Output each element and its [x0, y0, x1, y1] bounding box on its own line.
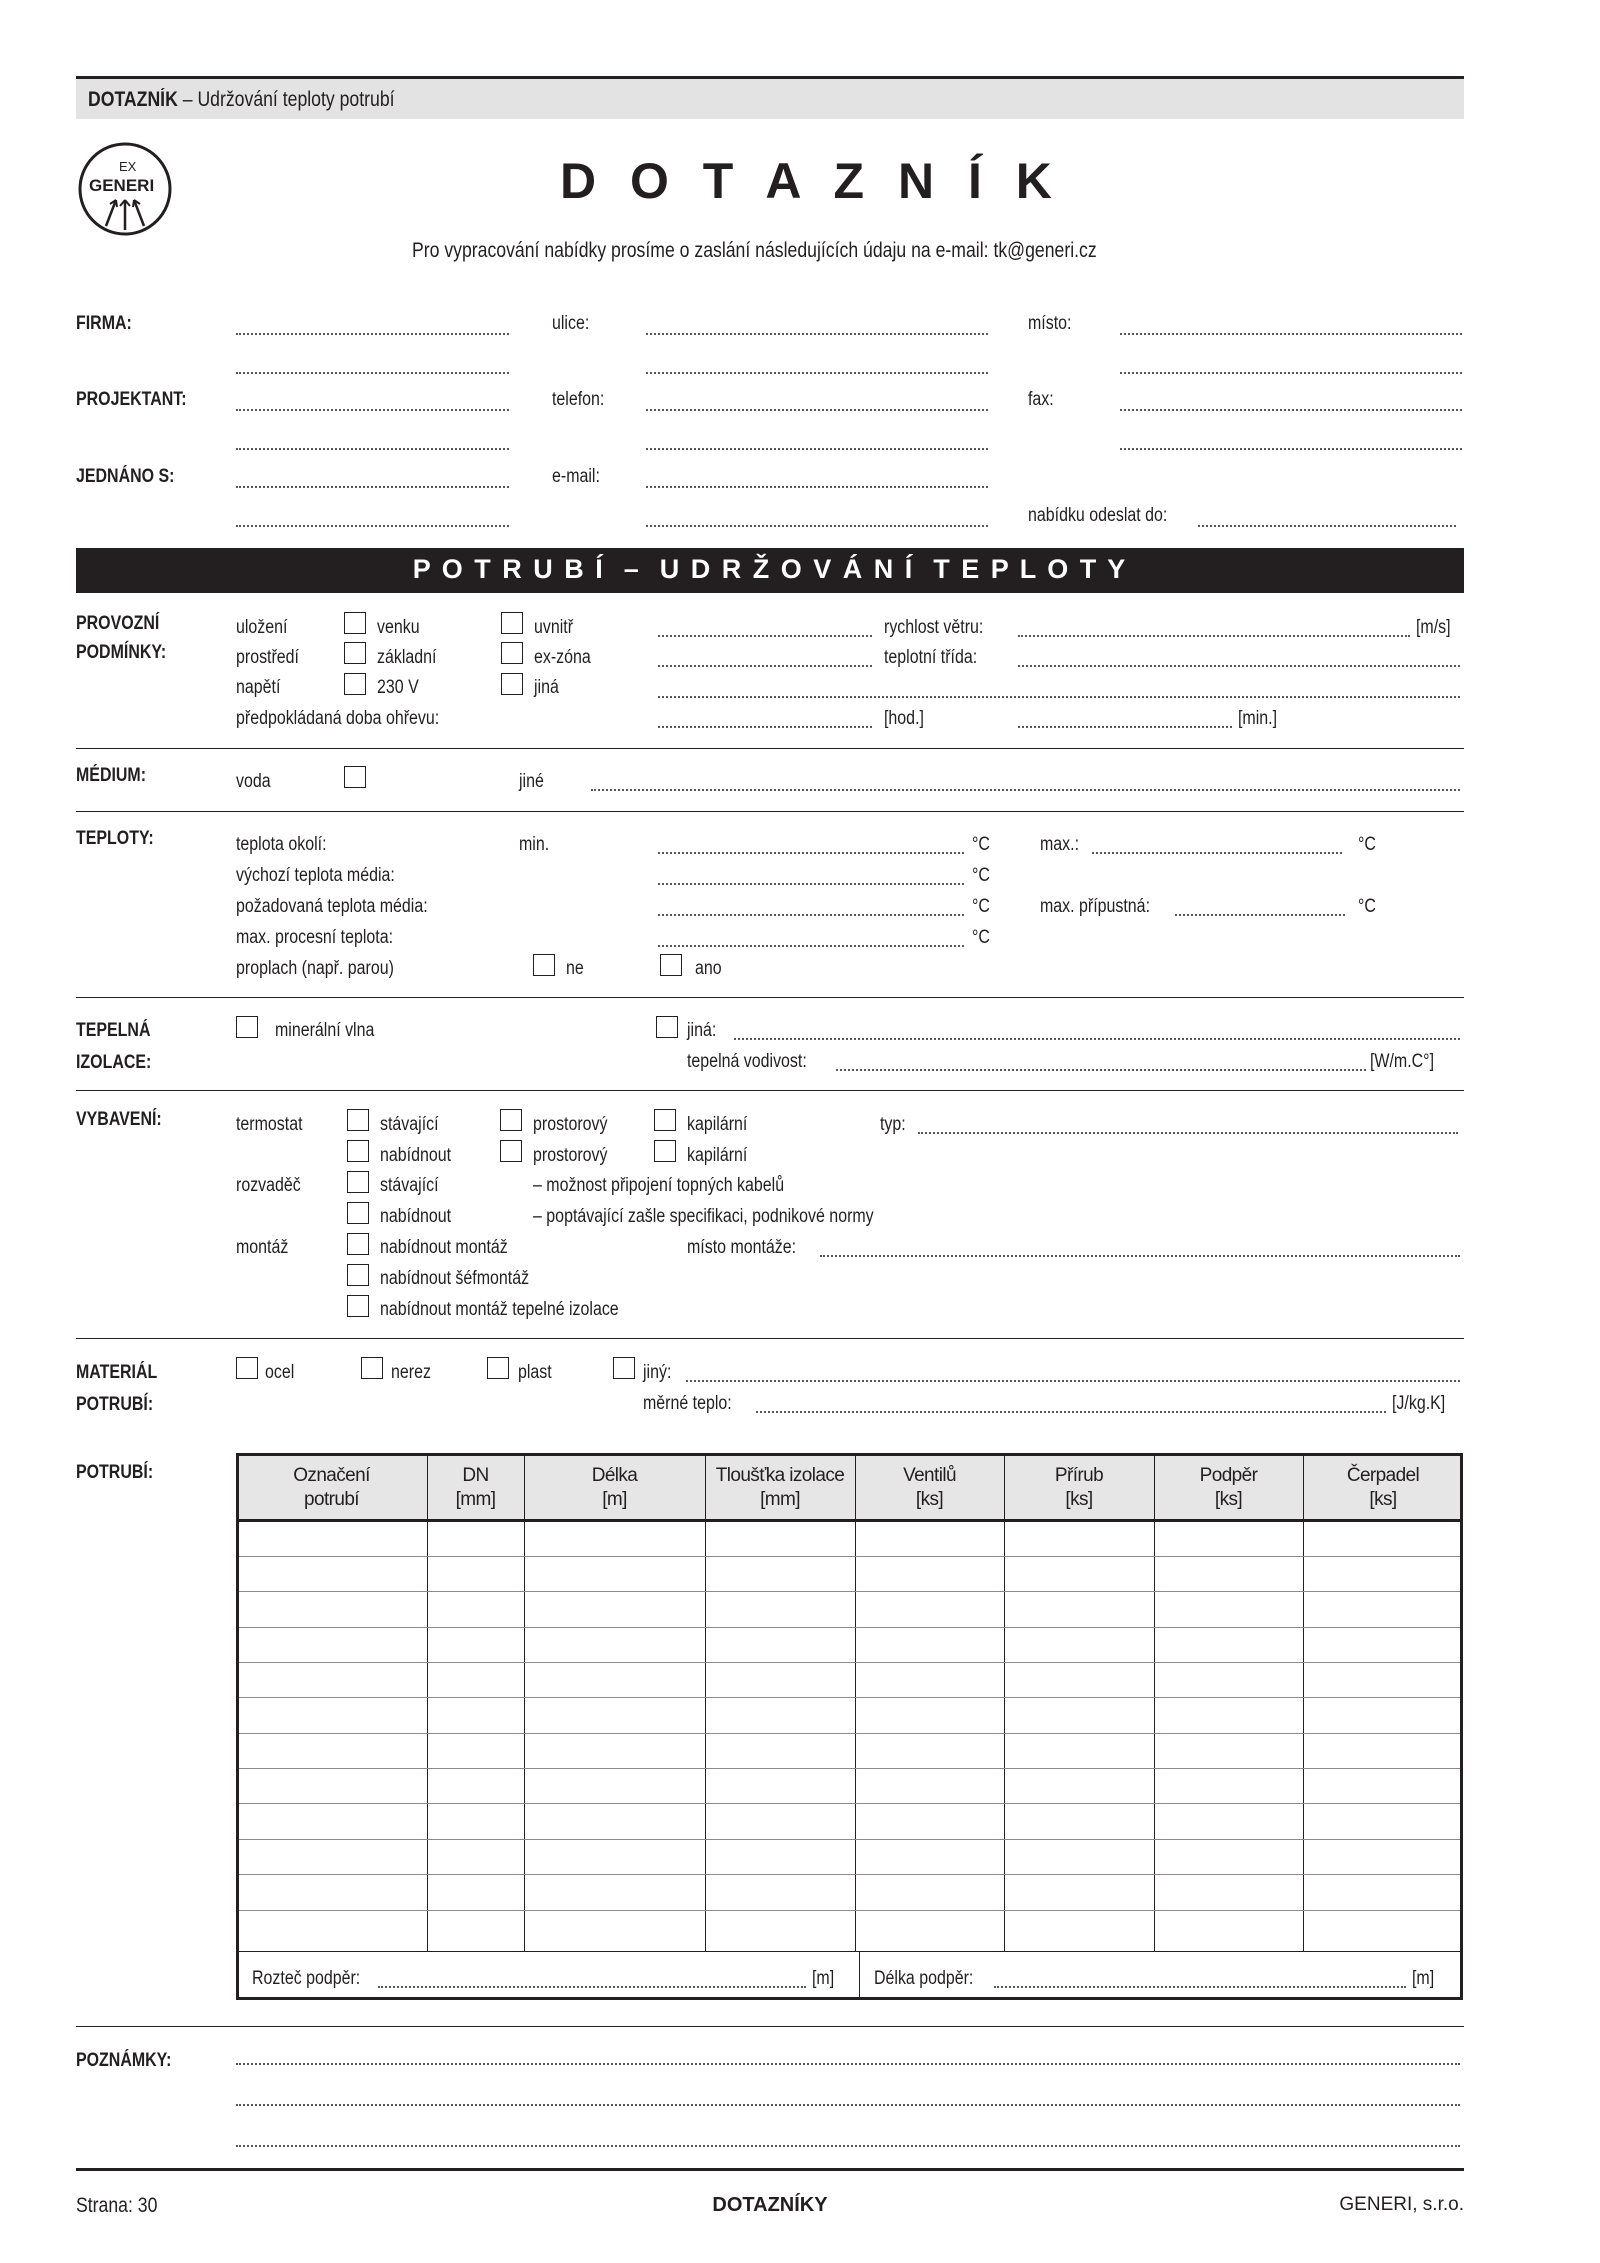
checkbox-venku[interactable]	[344, 612, 366, 634]
pipe-table-cell[interactable]	[238, 1735, 425, 1766]
venku-field[interactable]	[658, 635, 872, 637]
pipe-table-header-cell: Tloušťka izolace [mm]	[715, 1465, 845, 1510]
pipe-table-header-cell: Délka [m]	[591, 1465, 638, 1510]
generi-logo	[76, 140, 174, 238]
divider-4	[76, 1090, 1464, 1091]
label-rozvadec-nabidnout: nabídnout	[380, 1206, 452, 1227]
jednano-field-1[interactable]	[236, 486, 509, 488]
label-jednano: JEDNÁNO S:	[76, 466, 175, 487]
pipe-table-cell[interactable]	[857, 1593, 1002, 1625]
checkbox-prostorovy-1[interactable]	[500, 1109, 522, 1131]
pipe-table-col-divider	[1004, 1453, 1005, 1951]
checkbox-ocel[interactable]	[236, 1357, 258, 1379]
pipe-table-cell[interactable]	[1156, 1912, 1301, 1949]
label-teplota-max: max.:	[1040, 834, 1080, 855]
pipe-table-cell[interactable]	[857, 1912, 1002, 1949]
label-medium: MÉDIUM:	[76, 765, 147, 786]
pipe-table-cell[interactable]	[238, 1876, 425, 1908]
pipe-table-cell[interactable]	[429, 1876, 522, 1908]
pipe-table-cell[interactable]	[526, 1805, 703, 1837]
checkbox-montaz-izolace[interactable]	[347, 1295, 369, 1317]
rozstec-field[interactable]	[378, 1986, 806, 1988]
pipe-table-cell[interactable]	[1006, 1699, 1152, 1731]
pipe-table-cell[interactable]	[526, 1876, 703, 1908]
okoli-field[interactable]	[658, 852, 964, 854]
divider-1	[76, 748, 1464, 749]
pipe-table-cell[interactable]	[429, 1699, 522, 1731]
label-rozvadec: rozvaděč	[236, 1175, 301, 1196]
pipe-table-cell[interactable]	[526, 1770, 703, 1801]
label-material-jiny: jiný:	[643, 1362, 672, 1383]
checkbox-material-jiny[interactable]	[613, 1357, 635, 1379]
misto-field-1[interactable]	[1120, 333, 1462, 335]
jednano-field-2[interactable]	[236, 525, 509, 527]
pipe-table-cell[interactable]	[238, 1805, 425, 1837]
pipe-table-cell[interactable]	[1156, 1805, 1301, 1837]
fax-field-1[interactable]	[1120, 409, 1462, 411]
logo-text-ex: EX	[119, 159, 137, 174]
pipe-table-cell[interactable]	[707, 1876, 853, 1908]
pipe-table-cell[interactable]	[1305, 1841, 1461, 1872]
pipe-table-cell[interactable]	[526, 1841, 703, 1872]
pipe-table-cell[interactable]	[1305, 1593, 1461, 1625]
header-title: DOTAZNÍK – Udržování teploty potrubí	[88, 88, 395, 111]
label-fax: fax:	[1028, 389, 1054, 410]
firma-field-2[interactable]	[236, 372, 509, 374]
pipe-table-cell[interactable]	[1006, 1521, 1152, 1554]
pipe-table-cell[interactable]	[238, 1699, 425, 1731]
pipe-table-cell[interactable]	[238, 1841, 425, 1872]
pipe-table-cell[interactable]	[238, 1912, 425, 1949]
vodivost-unit: [W/m.C°]	[1370, 1051, 1435, 1072]
pipe-table-cell[interactable]	[1006, 1841, 1152, 1872]
checkbox-termostat-nabidnout[interactable]	[347, 1140, 369, 1162]
checkbox-proplach-ano[interactable]	[660, 954, 682, 976]
doba-hod-field[interactable]	[658, 726, 872, 728]
pipe-table-cell[interactable]	[1305, 1735, 1461, 1766]
pipe-table-cell[interactable]	[857, 1770, 1002, 1801]
pipe-table-cell[interactable]	[429, 1629, 522, 1660]
pipe-table-cell[interactable]	[1305, 1912, 1461, 1949]
footer-center: DOTAZNÍKY	[712, 2194, 828, 2216]
label-moznost: – možnost připojení topných kabelů	[533, 1175, 785, 1196]
pipe-table-cell[interactable]	[1305, 1699, 1461, 1731]
label-jina-napeti: jiná	[534, 677, 559, 698]
pipe-table-cell[interactable]	[1305, 1805, 1461, 1837]
checkbox-voda[interactable]	[344, 766, 366, 788]
misto-montaze-field[interactable]	[820, 1255, 1460, 1257]
max-pripustna-field[interactable]	[1175, 914, 1345, 916]
label-rychlost: rychlost větru:	[884, 617, 984, 638]
label-min-unit: [min.]	[1238, 708, 1278, 729]
pipe-table-header-cell: Čerpadel [ks]	[1346, 1465, 1420, 1510]
telefon-field-1[interactable]	[646, 409, 988, 411]
pipe-table-row-line	[239, 1803, 1460, 1804]
pipe-table-cell[interactable]	[1305, 1629, 1461, 1660]
label-nerez: nerez	[391, 1362, 431, 1383]
pipe-table-cell[interactable]	[1006, 1593, 1152, 1625]
label-230v: 230 V	[377, 677, 419, 698]
merne-unit: [J/kg.K]	[1392, 1393, 1446, 1414]
firma-field-1[interactable]	[236, 333, 509, 335]
pipe-table-cell[interactable]	[526, 1593, 703, 1625]
checkbox-mineralni[interactable]	[236, 1016, 258, 1038]
pipe-table-cell[interactable]	[1156, 1841, 1301, 1872]
label-material: MATERIÁL POTRUBÍ:	[76, 1362, 158, 1415]
pipe-table-cell[interactable]	[1156, 1521, 1301, 1554]
label-zakladni: základní	[377, 647, 437, 668]
pipe-table-cell[interactable]	[1156, 1629, 1301, 1660]
pipe-table-cell[interactable]	[429, 1770, 522, 1801]
pipe-table-cell[interactable]	[707, 1521, 853, 1554]
delka-podper-unit: [m]	[1412, 1968, 1435, 1989]
pipe-table-cell[interactable]	[238, 1521, 425, 1554]
pipe-table-col-divider	[524, 1453, 525, 1951]
label-merne: měrné teplo:	[643, 1393, 732, 1414]
pipe-table-cell[interactable]	[857, 1521, 1002, 1554]
deg-1: °C	[972, 834, 990, 855]
footer-page: Strana: 30	[76, 2194, 158, 2217]
pipe-table-cell[interactable]	[1006, 1629, 1152, 1660]
pipe-table-col-divider	[1303, 1453, 1304, 1951]
email-field-1[interactable]	[646, 486, 988, 488]
pipe-table-row-line	[239, 1839, 1460, 1840]
pipe-table-cell[interactable]	[1006, 1770, 1152, 1801]
pipe-table-cell[interactable]	[526, 1912, 703, 1949]
label-vybaveni: VYBAVENÍ:	[76, 1109, 162, 1130]
pipe-table-cell[interactable]	[429, 1593, 522, 1625]
pipe-table-header-cell: Označení potrubí	[293, 1465, 370, 1510]
label-poptavajici: – poptávající zašle specifikaci, podnikové normy	[533, 1206, 874, 1227]
divider-6	[76, 2026, 1464, 2027]
pipe-table-cell[interactable]	[707, 1735, 853, 1766]
label-ne: ne	[566, 958, 584, 979]
label-rozvadec-stavajici: stávající	[380, 1175, 439, 1196]
checkbox-zakladni[interactable]	[344, 642, 366, 664]
pipe-table-cell[interactable]	[1006, 1805, 1152, 1837]
label-rozstec: Rozteč podpěr:	[252, 1968, 361, 1989]
footer-company: GENERI, s.r.o.	[1339, 2194, 1464, 2215]
label-izolace-jina: jiná:	[687, 1020, 717, 1041]
logo-text-generi: GENERI	[89, 176, 155, 195]
label-voda: voda	[236, 771, 271, 792]
email-field-2[interactable]	[646, 525, 988, 527]
label-doba: předpokládaná doba ohřevu:	[236, 708, 440, 729]
exzona-field[interactable]	[658, 665, 872, 667]
merne-field[interactable]	[756, 1411, 1386, 1413]
label-odeslat: nabídku odeslat do:	[1028, 505, 1168, 526]
izolace-jina-field[interactable]	[734, 1038, 1460, 1040]
label-trida: teplotní třída:	[884, 647, 978, 668]
deg-4: °C	[972, 927, 990, 948]
pipe-table-cell[interactable]	[238, 1593, 425, 1625]
label-prostorovy-2: prostorový	[533, 1145, 608, 1166]
pipe-table-cell[interactable]	[526, 1664, 703, 1695]
pipe-table-cell[interactable]	[857, 1735, 1002, 1766]
checkbox-rozvadec-stavajici[interactable]	[347, 1171, 369, 1193]
pipe-table-cell[interactable]	[429, 1521, 522, 1554]
label-projektant: PROJEKTANT:	[76, 389, 187, 410]
label-prostorovy-1: prostorový	[533, 1114, 608, 1135]
poznamky-line-1[interactable]	[236, 2063, 1460, 2065]
delka-podper-field[interactable]	[994, 1986, 1406, 1988]
poznamky-line-2[interactable]	[236, 2104, 1460, 2106]
max-proc-field[interactable]	[658, 945, 964, 947]
pipe-table-cell[interactable]	[526, 1558, 703, 1589]
jine-medium-field[interactable]	[591, 789, 1460, 791]
pipe-table-col-divider	[1154, 1453, 1155, 1951]
poznamky-line-3[interactable]	[236, 2145, 1460, 2147]
pipe-table-cell[interactable]	[707, 1593, 853, 1625]
pipe-table-cell[interactable]	[429, 1805, 522, 1837]
label-poznamky: POZNÁMKY:	[76, 2050, 172, 2071]
checkbox-prostorovy-2[interactable]	[500, 1140, 522, 1162]
pipe-table-row-line	[239, 1910, 1460, 1911]
pipe-table-cell[interactable]	[526, 1629, 703, 1660]
pipe-table-row-line	[239, 1697, 1460, 1698]
pipe-table-cell[interactable]	[707, 1699, 853, 1731]
pipe-table-cell[interactable]	[1156, 1770, 1301, 1801]
label-termostat-stavajici: stávající	[380, 1114, 439, 1135]
ulice-field-1[interactable]	[646, 333, 988, 335]
pipe-table-cell[interactable]	[526, 1521, 703, 1554]
checkbox-termostat-stavajici[interactable]	[347, 1109, 369, 1131]
trida-field[interactable]	[1018, 665, 1460, 667]
pipe-table-footer-divider	[859, 1951, 860, 1998]
deg-6: °C	[1358, 896, 1376, 917]
pipe-table-cell[interactable]	[707, 1841, 853, 1872]
pipe-table-cell[interactable]	[1006, 1664, 1152, 1695]
pipe-table-cell[interactable]	[1006, 1876, 1152, 1908]
teplota-max-field[interactable]	[1092, 852, 1342, 854]
misto-field-2[interactable]	[1120, 372, 1462, 374]
label-izolace: TEPELNÁ IZOLACE:	[76, 1020, 152, 1073]
label-potrubi: POTRUBÍ:	[76, 1462, 154, 1483]
pipe-table-cell[interactable]	[707, 1805, 853, 1837]
pipe-table-cell[interactable]	[707, 1770, 853, 1801]
checkbox-kapilarni-2[interactable]	[654, 1140, 676, 1162]
label-mineralni: minerální vlna	[275, 1020, 375, 1041]
pipe-table-row-line	[239, 1591, 1460, 1592]
label-vodivost: tepelná vodivost:	[687, 1051, 807, 1072]
pipe-table-row-line	[239, 1768, 1460, 1769]
vodivost-field[interactable]	[836, 1069, 1366, 1071]
pipe-table-cell[interactable]	[707, 1629, 853, 1660]
pipe-table-cell[interactable]	[429, 1912, 522, 1949]
odeslat-field[interactable]	[1198, 525, 1456, 527]
checkbox-uvnitr[interactable]	[501, 612, 523, 634]
label-sefmontaz: nabídnout šéfmontáž	[380, 1268, 530, 1289]
pipe-table-row-line	[239, 1556, 1460, 1557]
page-title: D O T A Z N Í K	[560, 153, 1062, 209]
checkbox-nab-montaz[interactable]	[347, 1233, 369, 1255]
pipe-table-cell[interactable]	[707, 1558, 853, 1589]
label-okoli: teplota okolí:	[236, 834, 327, 855]
deg-5: °C	[1358, 834, 1376, 855]
label-proplach: proplach (např. parou)	[236, 958, 394, 979]
label-kapilarni-2: kapilární	[687, 1145, 748, 1166]
pipe-table-cell[interactable]	[238, 1770, 425, 1801]
label-misto-montaze: místo montáže:	[687, 1237, 797, 1258]
checkbox-230v[interactable]	[344, 673, 366, 695]
label-email: e-mail:	[552, 466, 600, 487]
divider-3	[76, 997, 1464, 998]
pipe-table-footer-rule	[236, 1951, 1463, 1952]
pipe-table-cell[interactable]	[1156, 1699, 1301, 1731]
telefon-field-2[interactable]	[646, 448, 988, 450]
pipe-table-cell[interactable]	[857, 1558, 1002, 1589]
pipe-table-cell[interactable]	[1305, 1664, 1461, 1695]
pipe-table-col-divider	[427, 1453, 428, 1951]
label-teplota-min: min.	[519, 834, 550, 855]
label-exzona: ex-zóna	[534, 647, 591, 668]
pipe-table-cell[interactable]	[1006, 1912, 1152, 1949]
checkbox-nerez[interactable]	[361, 1357, 383, 1379]
pipe-table-cell[interactable]	[857, 1805, 1002, 1837]
pipe-table-cell[interactable]	[429, 1558, 522, 1589]
label-hod: [hod.]	[884, 708, 924, 729]
checkbox-sefmontaz[interactable]	[347, 1264, 369, 1286]
pipe-table-row-line	[239, 1733, 1460, 1734]
pipe-table-header-cell: DN [mm]	[455, 1465, 496, 1510]
label-prostredi: prostředí	[236, 647, 299, 668]
footer-rule	[76, 2168, 1464, 2171]
pozadovana-field[interactable]	[658, 914, 964, 916]
checkbox-izolace-jina[interactable]	[656, 1016, 678, 1038]
pipe-table-cell[interactable]	[857, 1876, 1002, 1908]
label-jine-medium: jiné	[519, 771, 544, 792]
pipe-table-row-line	[239, 1627, 1460, 1628]
label-ulozeni: uložení	[236, 617, 288, 638]
pipe-table-cell[interactable]	[238, 1629, 425, 1660]
checkbox-plast[interactable]	[487, 1357, 509, 1379]
label-uvnitr: uvnitř	[534, 617, 574, 638]
label-ano: ano	[695, 958, 722, 979]
pipe-table-row-line	[239, 1662, 1460, 1663]
intro-text: Pro vypracování nabídky prosíme o zaslání následujících údaju na e-mail: tk@generi.cz	[412, 239, 1097, 262]
pipe-table-cell[interactable]	[1305, 1558, 1461, 1589]
label-napeti: napětí	[236, 677, 281, 698]
rozstec-unit: [m]	[812, 1968, 835, 1989]
pipe-table-cell[interactable]	[1006, 1558, 1152, 1589]
pipe-table-cell[interactable]	[1305, 1521, 1461, 1554]
label-delka-podper: Délka podpěr:	[874, 1968, 974, 1989]
label-montaz-izolace: nabídnout montáž tepelné izolace	[380, 1299, 619, 1320]
label-typ: typ:	[880, 1114, 906, 1135]
checkbox-jina[interactable]	[501, 673, 523, 695]
label-vychozi: výchozí teplota média:	[236, 865, 395, 886]
projektant-field-2[interactable]	[236, 448, 509, 450]
pipe-table-cell[interactable]	[1156, 1558, 1301, 1589]
pipe-table-cell[interactable]	[526, 1735, 703, 1766]
label-ocel: ocel	[265, 1362, 295, 1383]
label-provozni: PROVOZNÍ PODMÍNKY:	[76, 613, 167, 663]
pipe-table-cell[interactable]	[1156, 1876, 1301, 1908]
pipe-table-cell[interactable]	[857, 1841, 1002, 1872]
label-pozadovana: požadovaná teplota média:	[236, 896, 428, 917]
label-misto: místo:	[1028, 313, 1072, 334]
doba-min-field[interactable]	[1018, 726, 1232, 728]
pipe-table-cell[interactable]	[857, 1699, 1002, 1731]
pipe-table-cell[interactable]	[1305, 1770, 1461, 1801]
material-jiny-field[interactable]	[686, 1380, 1460, 1382]
pipe-table-header-cell: Ventilů [ks]	[903, 1465, 956, 1510]
pipe-table-cell[interactable]	[238, 1558, 425, 1589]
deg-3: °C	[972, 896, 990, 917]
typ-field[interactable]	[918, 1132, 1458, 1134]
label-ulice: ulice:	[552, 313, 590, 334]
checkbox-exzona[interactable]	[501, 642, 523, 664]
pipe-table-cell[interactable]	[429, 1735, 522, 1766]
divider-5	[76, 1338, 1464, 1339]
checkbox-proplach-ne[interactable]	[533, 954, 555, 976]
checkbox-rozvadec-nabidnout[interactable]	[347, 1202, 369, 1224]
pipe-table-cell[interactable]	[707, 1912, 853, 1949]
pipe-table-cell[interactable]	[238, 1664, 425, 1695]
pipe-table-cell[interactable]	[429, 1664, 522, 1695]
label-teploty: TEPLOTY:	[76, 828, 154, 849]
pipe-table-header-cell: Podpěr [ks]	[1199, 1465, 1258, 1510]
label-termostat-nabidnout: nabídnout	[380, 1145, 452, 1166]
divider-2	[76, 811, 1464, 812]
pipe-table-cell[interactable]	[857, 1664, 1002, 1695]
pipe-table-cell[interactable]	[1156, 1735, 1301, 1766]
label-montaz: montáž	[236, 1237, 289, 1258]
pipe-table-cell[interactable]	[1305, 1876, 1461, 1908]
vychozi-field[interactable]	[658, 883, 964, 885]
section-banner-text: P O T R U B Í – U D R Ž O V Á N Í T E P L O T Y	[412, 554, 1128, 584]
label-max-pripustna: max. přípustná:	[1040, 896, 1151, 917]
pipe-table-cell[interactable]	[707, 1664, 853, 1695]
label-firma: FIRMA:	[76, 313, 132, 334]
ulice-field-2[interactable]	[646, 372, 988, 374]
label-venku: venku	[377, 617, 420, 638]
projektant-field-1[interactable]	[236, 409, 509, 411]
label-max-proc: max. procesní teplota:	[236, 927, 394, 948]
pipe-table-col-divider	[705, 1453, 706, 1951]
pipe-table-cell[interactable]	[429, 1841, 522, 1872]
pipe-table-cell[interactable]	[1156, 1664, 1301, 1695]
fax-field-2[interactable]	[1120, 448, 1462, 450]
label-telefon: telefon:	[552, 389, 605, 410]
checkbox-kapilarni-1[interactable]	[654, 1109, 676, 1131]
label-termostat: termostat	[236, 1114, 303, 1135]
rychlost-field[interactable]	[1018, 635, 1410, 637]
jina-napeti-field[interactable]	[658, 696, 1460, 698]
rychlost-unit: [m/s]	[1416, 617, 1451, 638]
pipe-table-cell[interactable]	[1006, 1735, 1152, 1766]
deg-2: °C	[972, 865, 990, 886]
pipe-table-row-line	[239, 1874, 1460, 1875]
label-kapilarni-1: kapilární	[687, 1114, 748, 1135]
pipe-table-cell[interactable]	[526, 1699, 703, 1731]
pipe-table-cell[interactable]	[1156, 1593, 1301, 1625]
label-nab-montaz: nabídnout montáž	[380, 1237, 508, 1258]
pipe-table-col-divider	[855, 1453, 856, 1951]
pipe-table-header-cell: Přírub [ks]	[1054, 1465, 1104, 1510]
label-plast: plast	[518, 1362, 552, 1383]
pipe-table-cell[interactable]	[857, 1629, 1002, 1660]
